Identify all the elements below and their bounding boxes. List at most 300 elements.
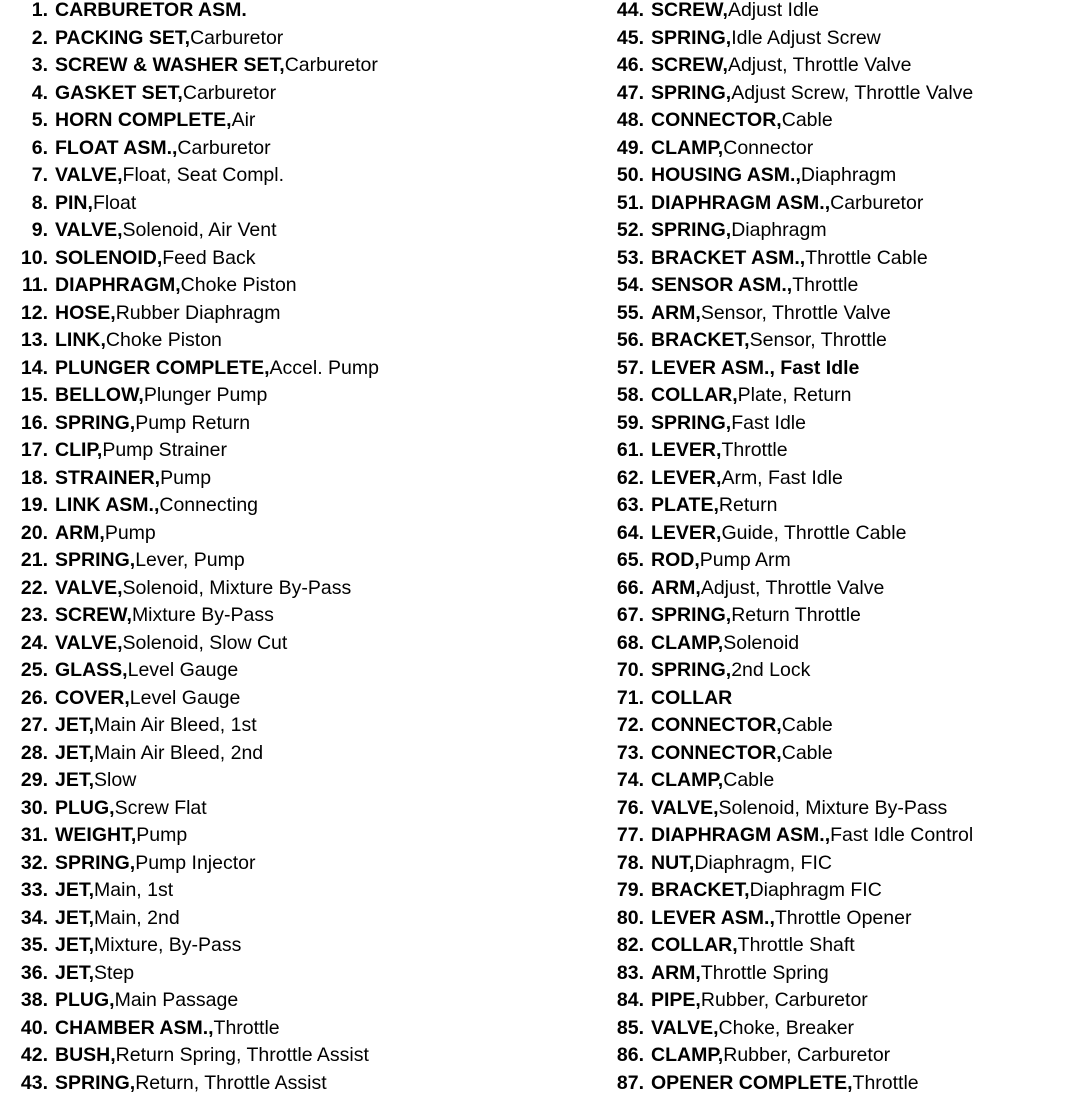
list-item — [12, 987, 572, 1015]
part-name: VALVE, — [651, 1015, 719, 1043]
part-description: Level Gauge — [128, 657, 239, 685]
part-number: 71. — [608, 685, 644, 713]
list-item — [608, 162, 1086, 190]
part-description: Throttle — [853, 1070, 919, 1097]
part-number: 22. — [12, 575, 48, 603]
part-number: 48. — [608, 107, 644, 135]
part-name: JET, — [55, 740, 94, 768]
list-item — [12, 1070, 572, 1097]
part-number: 50. — [608, 162, 644, 190]
part-name: BRACKET, — [651, 877, 750, 905]
part-number: 17. — [12, 437, 48, 465]
part-number: 19. — [12, 492, 48, 520]
part-number: 24. — [12, 630, 48, 658]
list-item — [608, 630, 1086, 658]
part-description: Main, 2nd — [94, 905, 180, 933]
part-number: 36. — [12, 960, 48, 988]
list-item — [12, 547, 572, 575]
part-name: GASKET SET, — [55, 80, 183, 108]
part-name: SCREW, — [651, 0, 728, 25]
part-name: JET, — [55, 877, 94, 905]
list-item — [608, 547, 1086, 575]
part-name: LEVER, — [651, 520, 721, 548]
list-item — [12, 190, 572, 218]
part-description: Diaphragm — [801, 162, 896, 190]
part-description: Accel. Pump — [270, 355, 379, 383]
list-item — [608, 822, 1086, 850]
part-number: 59. — [608, 410, 644, 438]
part-number: 2. — [12, 25, 48, 53]
list-item — [12, 630, 572, 658]
part-number: 54. — [608, 272, 644, 300]
list-item — [608, 850, 1086, 878]
part-number: 33. — [12, 877, 48, 905]
list-item — [12, 382, 572, 410]
part-number: 35. — [12, 932, 48, 960]
part-number: 77. — [608, 822, 644, 850]
part-description: Step — [94, 960, 134, 988]
part-number: 56. — [608, 327, 644, 355]
part-number: 51. — [608, 190, 644, 218]
list-item — [608, 300, 1086, 328]
part-description: Main Air Bleed, 1st — [94, 712, 257, 740]
part-number: 40. — [12, 1015, 48, 1043]
part-name: SPRING, — [651, 80, 731, 108]
list-item — [608, 1070, 1086, 1097]
list-item — [12, 932, 572, 960]
part-description: Return, Throttle Assist — [135, 1070, 326, 1097]
list-item — [12, 905, 572, 933]
part-number: 76. — [608, 795, 644, 823]
part-name: BELLOW, — [55, 382, 144, 410]
part-name: ARM, — [651, 960, 701, 988]
part-description: Fast Idle Control — [830, 822, 973, 850]
part-description: 2nd Lock — [731, 657, 810, 685]
part-number: 85. — [608, 1015, 644, 1043]
part-description: Rubber, Carburetor — [723, 1042, 890, 1070]
part-name: PACKING SET, — [55, 25, 190, 53]
part-description: Pump — [105, 520, 156, 548]
part-number: 49. — [608, 135, 644, 163]
part-description: Guide, Throttle Cable — [721, 520, 906, 548]
list-item — [608, 987, 1086, 1015]
part-name: ARM, — [651, 300, 701, 328]
part-description: Level Gauge — [130, 685, 241, 713]
part-description: Sensor, Throttle Valve — [701, 300, 891, 328]
list-item — [12, 162, 572, 190]
part-name: SCREW, — [55, 602, 132, 630]
part-number: 3. — [12, 52, 48, 80]
part-description: Air — [232, 107, 256, 135]
part-name: HOSE, — [55, 300, 116, 328]
part-name: CARBURETOR ASM. — [55, 0, 247, 25]
part-description: Return Spring, Throttle Assist — [116, 1042, 369, 1070]
list-item — [608, 905, 1086, 933]
part-number: 55. — [608, 300, 644, 328]
part-number: 64. — [608, 520, 644, 548]
list-item — [12, 740, 572, 768]
part-description: Fast Idle — [731, 410, 806, 438]
part-description: Cable — [723, 767, 774, 795]
list-item — [12, 25, 572, 53]
part-name: SOLENOID, — [55, 245, 162, 273]
part-description: Solenoid, Mixture By-Pass — [719, 795, 948, 823]
list-item — [12, 1015, 572, 1043]
part-name: OPENER COMPLETE, — [651, 1070, 853, 1097]
part-name: SCREW, — [651, 52, 728, 80]
part-number: 30. — [12, 795, 48, 823]
list-item — [608, 80, 1086, 108]
part-name: SPRING, — [55, 547, 135, 575]
list-item — [608, 492, 1086, 520]
part-description: Plate, Return — [738, 382, 852, 410]
list-item — [12, 575, 572, 603]
part-description: Carburetor — [830, 190, 923, 218]
list-item — [12, 712, 572, 740]
part-description: Plunger Pump — [144, 382, 268, 410]
part-number: 14. — [12, 355, 48, 383]
part-name: SPRING, — [55, 850, 135, 878]
list-item — [608, 877, 1086, 905]
part-name: WEIGHT, — [55, 822, 136, 850]
part-name: COLLAR — [651, 685, 732, 713]
part-description: Pump Return — [135, 410, 250, 438]
part-number: 1. — [12, 0, 48, 25]
part-name: JET, — [55, 932, 94, 960]
list-item — [12, 245, 572, 273]
part-number: 31. — [12, 822, 48, 850]
part-name: PLUG, — [55, 795, 115, 823]
part-number: 28. — [12, 740, 48, 768]
part-description: Mixture By-Pass — [132, 602, 274, 630]
part-name: CLAMP, — [651, 767, 723, 795]
list-item — [12, 877, 572, 905]
part-number: 8. — [12, 190, 48, 218]
part-description: Solenoid, Slow Cut — [123, 630, 288, 658]
list-item — [608, 767, 1086, 795]
part-number: 32. — [12, 850, 48, 878]
list-item — [12, 52, 572, 80]
part-description: Float — [93, 190, 136, 218]
part-name: LEVER, — [651, 465, 721, 493]
list-item — [608, 217, 1086, 245]
list-item — [608, 190, 1086, 218]
list-item — [608, 382, 1086, 410]
list-item — [608, 932, 1086, 960]
part-description: Idle Adjust Screw — [731, 25, 881, 53]
part-name: BRACKET, — [651, 327, 750, 355]
part-description: Adjust Screw, Throttle Valve — [731, 80, 973, 108]
list-item — [12, 217, 572, 245]
part-description: Main, 1st — [94, 877, 173, 905]
list-item — [12, 465, 572, 493]
part-number: 29. — [12, 767, 48, 795]
part-number: 42. — [12, 1042, 48, 1070]
part-number: 18. — [12, 465, 48, 493]
part-number: 53. — [608, 245, 644, 273]
list-item — [12, 520, 572, 548]
part-name: PLUG, — [55, 987, 115, 1015]
part-number: 52. — [608, 217, 644, 245]
part-description: Carburetor — [285, 52, 378, 80]
part-description: Adjust Idle — [728, 0, 819, 25]
part-description: Cable — [782, 107, 833, 135]
part-number: 11. — [12, 272, 48, 300]
part-name: JET, — [55, 905, 94, 933]
list-item — [12, 355, 572, 383]
part-description: Carburetor — [183, 80, 276, 108]
part-name: ROD, — [651, 547, 700, 575]
part-name: VALVE, — [55, 630, 123, 658]
part-description: Solenoid, Mixture By-Pass — [123, 575, 352, 603]
part-name: SPRING, — [651, 25, 731, 53]
part-description: Throttle — [214, 1015, 280, 1043]
part-description: Throttle Cable — [805, 245, 927, 273]
list-item — [12, 80, 572, 108]
part-name: CLAMP, — [651, 630, 723, 658]
list-item — [608, 657, 1086, 685]
part-description: Carburetor — [177, 135, 270, 163]
list-item — [608, 0, 1086, 25]
part-number: 74. — [608, 767, 644, 795]
list-item — [608, 602, 1086, 630]
list-item — [12, 822, 572, 850]
part-description: Throttle Spring — [701, 960, 829, 988]
part-description: Diaphragm, FIC — [694, 850, 832, 878]
part-number: 68. — [608, 630, 644, 658]
part-name: ARM, — [651, 575, 701, 603]
part-name: GLASS, — [55, 657, 128, 685]
part-name: VALVE, — [651, 795, 719, 823]
part-number: 7. — [12, 162, 48, 190]
part-description: Diaphragm — [731, 217, 826, 245]
part-description: Throttle — [721, 437, 787, 465]
list-item — [608, 740, 1086, 768]
list-item — [608, 520, 1086, 548]
part-name: BRACKET ASM., — [651, 245, 805, 273]
part-name: CLIP, — [55, 437, 102, 465]
part-number: 82. — [608, 932, 644, 960]
part-number: 78. — [608, 850, 644, 878]
part-number: 45. — [608, 25, 644, 53]
list-item — [608, 355, 1086, 383]
part-description: Mixture, By-Pass — [94, 932, 241, 960]
list-item — [608, 327, 1086, 355]
part-description: Slow — [94, 767, 136, 795]
part-number: 23. — [12, 602, 48, 630]
part-description: Cable — [782, 740, 833, 768]
part-description: Cable — [782, 712, 833, 740]
part-description: Solenoid — [723, 630, 799, 658]
part-description: Return — [719, 492, 778, 520]
part-description: Float, Seat Compl. — [123, 162, 284, 190]
part-description: Rubber Diaphragm — [116, 300, 281, 328]
part-name: CONNECTOR, — [651, 107, 782, 135]
part-name: BUSH, — [55, 1042, 116, 1070]
part-name: COLLAR, — [651, 382, 738, 410]
part-name: PIPE, — [651, 987, 701, 1015]
part-number: 38. — [12, 987, 48, 1015]
list-item — [608, 410, 1086, 438]
part-description: Choke Piston — [106, 327, 222, 355]
part-description: Main Air Bleed, 2nd — [94, 740, 263, 768]
list-item — [608, 437, 1086, 465]
part-name: JET, — [55, 712, 94, 740]
list-item — [608, 960, 1086, 988]
part-name: LEVER ASM., — [651, 905, 775, 933]
part-description: Carburetor — [190, 25, 283, 53]
part-name: SCREW & WASHER SET, — [55, 52, 285, 80]
part-description: Throttle Shaft — [738, 932, 855, 960]
list-item — [608, 712, 1086, 740]
part-description: Main Passage — [115, 987, 239, 1015]
list-item — [12, 437, 572, 465]
part-number: 73. — [608, 740, 644, 768]
part-number: 44. — [608, 0, 644, 25]
part-name: STRAINER, — [55, 465, 160, 493]
part-name: SPRING, — [651, 410, 731, 438]
part-name: SPRING, — [651, 602, 731, 630]
list-item — [12, 795, 572, 823]
list-item — [608, 1042, 1086, 1070]
part-name: COVER, — [55, 685, 130, 713]
part-name: SPRING, — [55, 410, 135, 438]
part-name: SENSOR ASM., — [651, 272, 792, 300]
part-number: 61. — [608, 437, 644, 465]
part-name: HORN COMPLETE, — [55, 107, 232, 135]
part-number: 46. — [608, 52, 644, 80]
part-number: 87. — [608, 1070, 644, 1097]
part-name: VALVE, — [55, 575, 123, 603]
part-number: 47. — [608, 80, 644, 108]
list-item — [12, 602, 572, 630]
part-description: Pump Arm — [700, 547, 791, 575]
part-description: Lever, Pump — [135, 547, 244, 575]
list-item — [12, 300, 572, 328]
part-description: Pump — [136, 822, 187, 850]
part-description: Return Throttle — [731, 602, 861, 630]
part-number: 9. — [12, 217, 48, 245]
part-name: CONNECTOR, — [651, 740, 782, 768]
part-number: 62. — [608, 465, 644, 493]
part-number: 5. — [12, 107, 48, 135]
list-item — [608, 52, 1086, 80]
part-name: DIAPHRAGM ASM., — [651, 190, 830, 218]
list-item — [12, 327, 572, 355]
part-name: LINK ASM., — [55, 492, 159, 520]
part-number: 34. — [12, 905, 48, 933]
part-description: Pump Injector — [135, 850, 255, 878]
part-name: CLAMP, — [651, 1042, 723, 1070]
part-name: COLLAR, — [651, 932, 738, 960]
part-name: PIN, — [55, 190, 93, 218]
part-name: HOUSING ASM., — [651, 162, 801, 190]
list-item — [12, 410, 572, 438]
part-name: CONNECTOR, — [651, 712, 782, 740]
list-item — [12, 0, 572, 25]
part-description: Screw Flat — [115, 795, 207, 823]
part-name: DIAPHRAGM, — [55, 272, 181, 300]
part-name: VALVE, — [55, 217, 123, 245]
list-item — [12, 960, 572, 988]
part-number: 20. — [12, 520, 48, 548]
part-description: Adjust, Throttle Valve — [701, 575, 885, 603]
part-name: ARM, — [55, 520, 105, 548]
part-number: 66. — [608, 575, 644, 603]
part-description: Throttle — [792, 272, 858, 300]
list-item — [608, 685, 1086, 713]
part-name: JET, — [55, 960, 94, 988]
list-item — [608, 465, 1086, 493]
part-number: 21. — [12, 547, 48, 575]
part-number: 26. — [12, 685, 48, 713]
part-number: 15. — [12, 382, 48, 410]
part-number: 67. — [608, 602, 644, 630]
part-number: 83. — [608, 960, 644, 988]
list-item — [608, 1015, 1086, 1043]
part-description: Throttle Opener — [775, 905, 912, 933]
part-name: CHAMBER ASM., — [55, 1015, 214, 1043]
part-name: LINK, — [55, 327, 106, 355]
part-description: Rubber, Carburetor — [701, 987, 868, 1015]
part-number: 58. — [608, 382, 644, 410]
part-description: Choke Piston — [181, 272, 297, 300]
part-description: Arm, Fast Idle — [721, 465, 842, 493]
part-number: 80. — [608, 905, 644, 933]
part-name: LEVER, — [651, 437, 721, 465]
part-description: Connector — [723, 135, 813, 163]
list-item — [12, 767, 572, 795]
part-number: 10. — [12, 245, 48, 273]
part-name: PLATE, — [651, 492, 719, 520]
part-number: 84. — [608, 987, 644, 1015]
part-description: Pump — [160, 465, 211, 493]
part-number: 6. — [12, 135, 48, 163]
part-name: NUT, — [651, 850, 694, 878]
part-number: 72. — [608, 712, 644, 740]
part-name: CLAMP, — [651, 135, 723, 163]
list-item — [608, 575, 1086, 603]
part-description: Pump Strainer — [102, 437, 227, 465]
list-item — [12, 1042, 572, 1070]
part-name: DIAPHRAGM ASM., — [651, 822, 830, 850]
list-item — [608, 245, 1086, 273]
part-number: 12. — [12, 300, 48, 328]
part-number: 63. — [608, 492, 644, 520]
part-name: SPRING, — [651, 217, 731, 245]
part-description: Sensor, Throttle — [750, 327, 887, 355]
part-description: Choke, Breaker — [719, 1015, 854, 1043]
part-name: LEVER ASM., Fast Idle — [651, 355, 859, 383]
part-name: FLOAT ASM., — [55, 135, 177, 163]
list-item — [608, 25, 1086, 53]
part-description: Feed Back — [162, 245, 255, 273]
part-name: SPRING, — [55, 1070, 135, 1097]
part-number: 27. — [12, 712, 48, 740]
part-name: PLUNGER COMPLETE, — [55, 355, 270, 383]
list-item — [12, 685, 572, 713]
part-number: 86. — [608, 1042, 644, 1070]
part-number: 43. — [12, 1070, 48, 1097]
list-item — [608, 107, 1086, 135]
part-name: SPRING, — [651, 657, 731, 685]
part-description: Connecting — [159, 492, 258, 520]
part-number: 16. — [12, 410, 48, 438]
part-description: Solenoid, Air Vent — [123, 217, 277, 245]
list-item — [12, 107, 572, 135]
part-description: Adjust, Throttle Valve — [728, 52, 912, 80]
parts-list-left-column — [12, 0, 572, 1097]
